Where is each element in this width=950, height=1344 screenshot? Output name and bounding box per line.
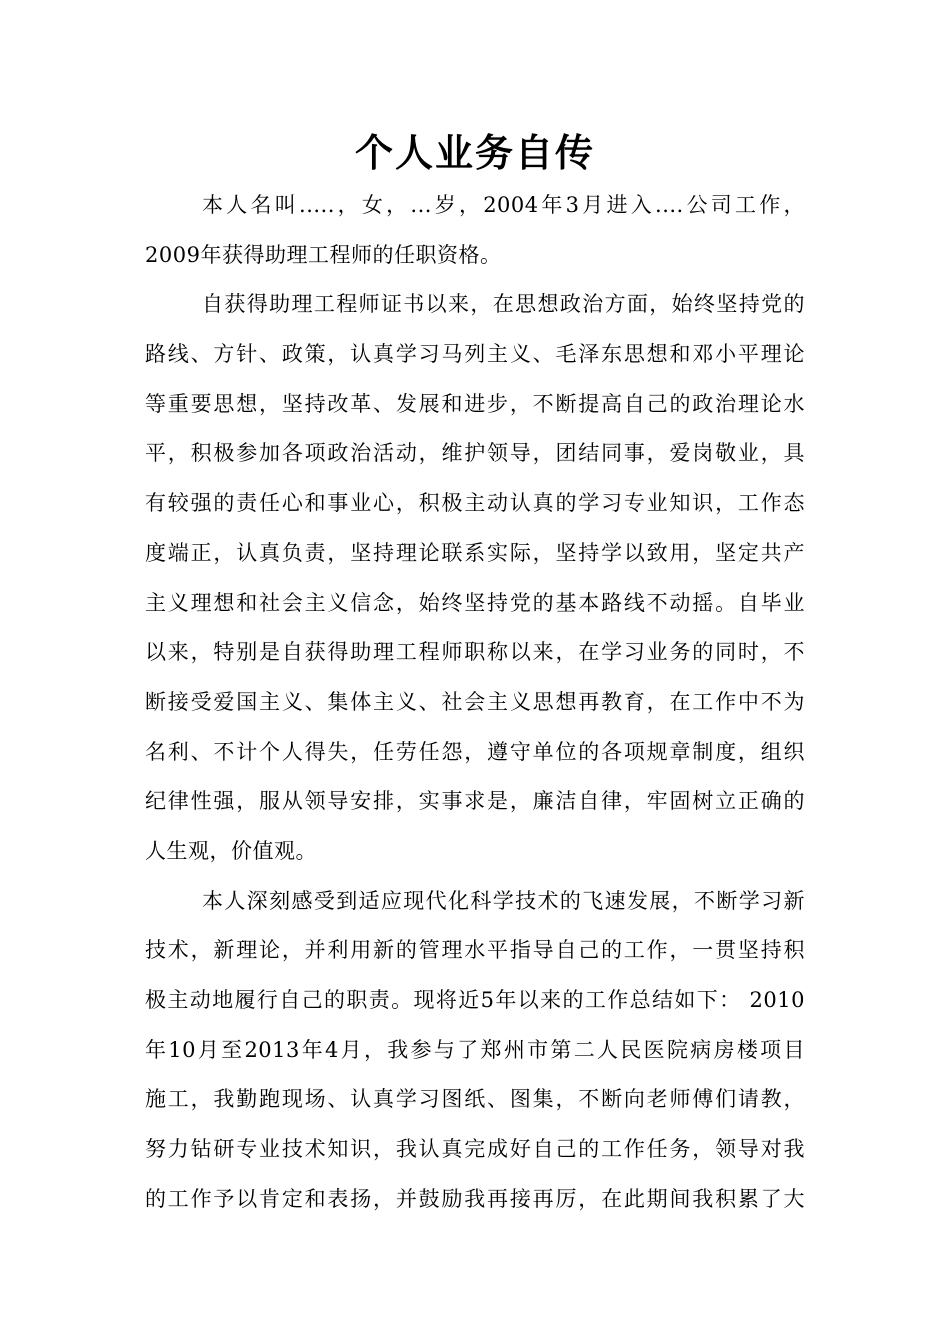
paragraph-line: 自获得助理工程师证书以来，在思想政治方面，始终坚持党的 [202, 292, 805, 317]
paragraph-line: 施工，我勤跑现场、认真学习图纸、图集，不断向老师傅们请教， [145, 1087, 805, 1112]
paragraph-line: 年10月至2013年4月，我参与了郑州市第二人民医院病房楼项目 [145, 1037, 805, 1062]
paragraph-line: 平，积极参加各项政治活动，维护领导，团结同事，爱岗敬业，具 [145, 441, 805, 466]
paragraph-line: 人生观，价值观。 [145, 838, 317, 863]
paragraph-line: 2009年获得助理工程师的任职资格。 [145, 242, 502, 267]
paragraph-line: 度端正，认真负责，坚持理论联系实际，坚持学以致用，坚定共产 [145, 540, 805, 565]
paragraph-line: 断接受爱国主义、集体主义、社会主义思想再教育，在工作中不为 [145, 689, 805, 714]
paragraph-line: 有较强的责任心和事业心，积极主动认真的学习专业知识，工作态 [145, 491, 805, 516]
paragraph-line: 极主动地履行自己的职责。现将近5年以来的工作总结如下： 2010 [145, 988, 805, 1012]
paragraph-line: 名利、不计个人得失，任劳任怨，遵守单位的各项规章制度，组织 [145, 739, 805, 764]
paragraph-line: 本人名叫.....，女，...岁，2004年3月进入....公司工作， [202, 193, 805, 217]
paragraph-line: 本人深刻感受到适应现代化科学技术的飞速发展，不断学习新 [202, 888, 805, 913]
document-title: 个人业务自传 [354, 130, 595, 175]
paragraph-line: 努力钻研专业技术知识，我认真完成好自己的工作任务，领导对我 [145, 1137, 805, 1162]
document-body [145, 181, 805, 1224]
paragraph-line: 技术，新理论，并利用新的管理水平指导自己的工作，一贯坚持积 [145, 938, 805, 963]
paragraph-line: 路线、方针、政策，认真学习马列主义、毛泽东思想和邓小平理论 [145, 342, 805, 367]
paragraph-line: 的工作予以肯定和表扬，并鼓励我再接再厉，在此期间我积累了大 [145, 1186, 805, 1211]
paragraph-line: 以来，特别是自获得助理工程师职称以来，在学习业务的同时，不 [145, 640, 805, 665]
paragraph-line: 主义理想和社会主义信念，始终坚持党的基本路线不动摇。自毕业 [145, 590, 805, 615]
paragraph-line: 等重要思想，坚持改革、发展和进步，不断提高自己的政治理论水 [145, 391, 805, 416]
paragraph-line: 纪律性强，服从领导安排，实事求是，廉洁自律，牢固树立正确的 [145, 789, 805, 814]
